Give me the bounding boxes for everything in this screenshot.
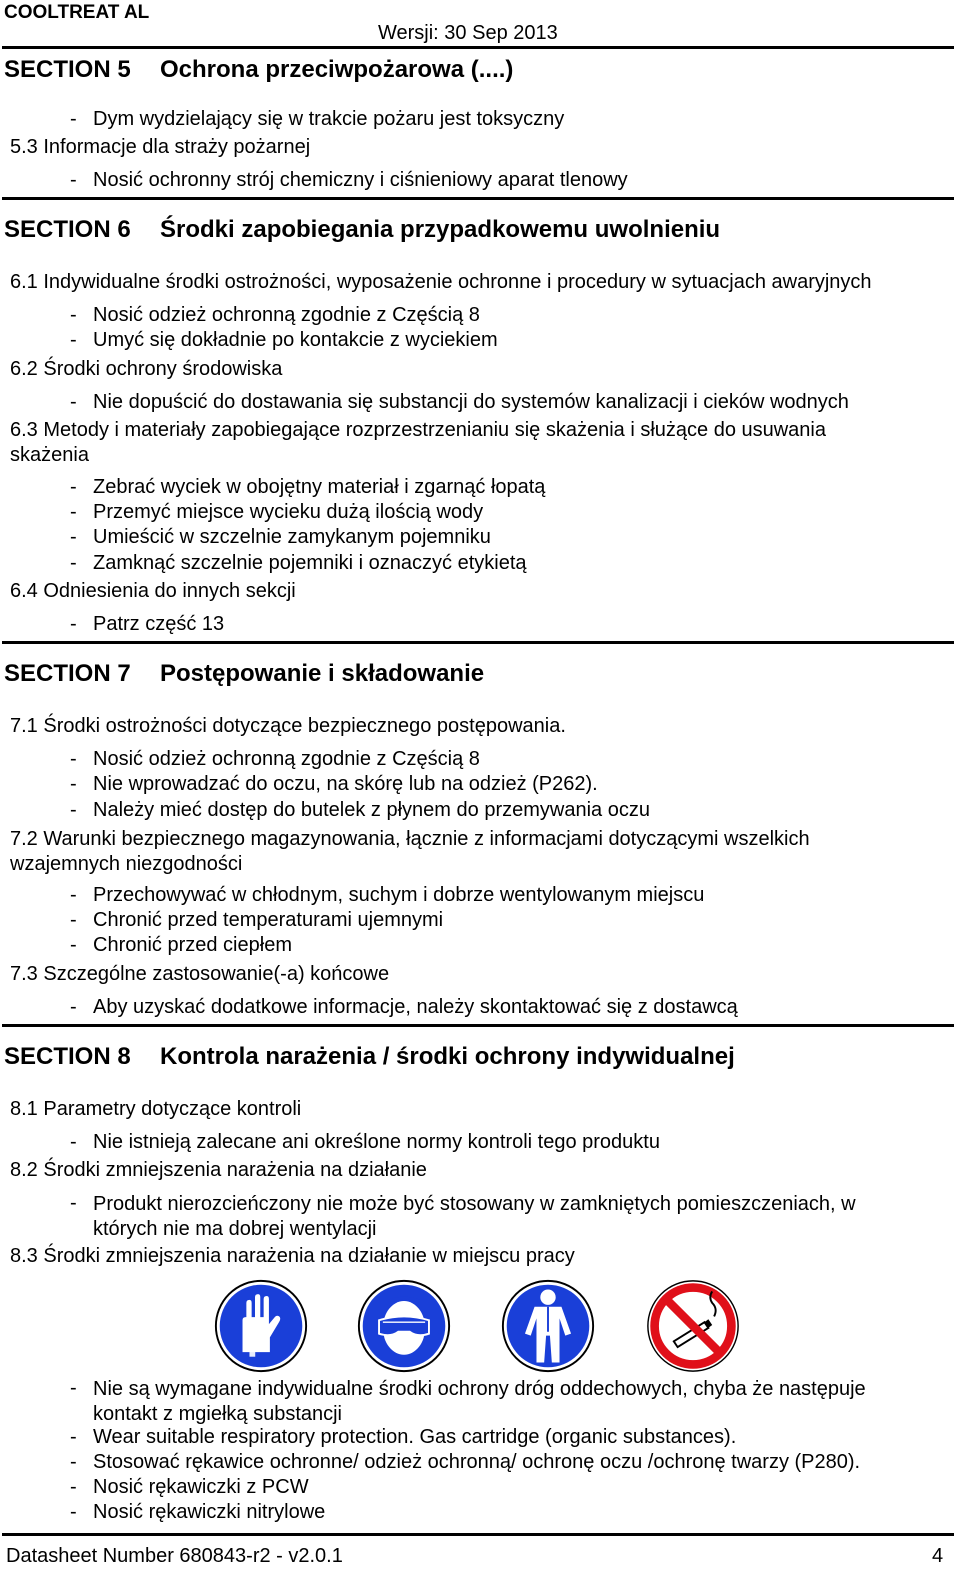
header-rule	[2, 46, 954, 49]
no-smoking-icon	[645, 1278, 741, 1374]
section-rule	[2, 641, 954, 644]
bullet-dash: -	[70, 748, 77, 770]
subsection-8-2: 8.2 Środki zmniejszenia narażenia na działanie	[10, 1159, 427, 1181]
section-rule	[2, 197, 954, 200]
section-7-number: SECTION 7	[4, 660, 131, 687]
list-item: Przemyć miejsce wycieku dużą ilością wody	[93, 501, 484, 523]
bullet-dash: -	[70, 391, 77, 413]
list-item: Zamknąć szczelnie pojemniki i oznaczyć etykietą	[93, 552, 527, 574]
subsection-7-1: 7.1 Środki ostrożności dotyczące bezpiecznego postępowania.	[10, 715, 566, 737]
datasheet-number: Datasheet Number 680843-r2 - v2.0.1	[6, 1545, 343, 1567]
list-item: Aby uzyskać dodatkowe informacje, należy skontaktować się z dostawcą	[93, 996, 738, 1018]
bullet-dash: -	[70, 934, 77, 956]
bullet-dash: -	[70, 909, 77, 931]
footer-rule	[2, 1533, 954, 1536]
bullet-dash: -	[70, 799, 77, 821]
bullet-dash: -	[70, 884, 77, 906]
subsection-7-2: 7.2 Warunki bezpiecznego magazynowania, łącznie z informacjami dotyczącymi wszelkich wzajemnych niezgodności	[10, 828, 810, 875]
protective-suit-icon	[500, 1278, 596, 1374]
list-item: Produkt nierozcieńczony nie może być stosowany w zamkniętych pomieszczeniach, w których nie ma dobrej wentylacji	[93, 1193, 856, 1240]
subsection-8-1: 8.1 Parametry dotyczące kontroli	[10, 1098, 302, 1120]
section-rule	[2, 1024, 954, 1027]
list-item: Umyć się dokładnie po kontakcie z wyciekiem	[93, 329, 498, 351]
bullet-dash: -	[70, 1426, 77, 1448]
list-item: Wear suitable respiratory protection. Gas cartridge (organic substances).	[93, 1426, 737, 1448]
list-item: Nie istnieją zalecane ani określone normy kontroli tego produktu	[93, 1131, 660, 1153]
subsection-6-3: 6.3 Metody i materiały zapobiegające rozprzestrzenianiu się skażenia i służące do usuwania skażenia	[10, 419, 826, 466]
subsection-6-4: 6.4 Odniesienia do innych sekcji	[10, 580, 296, 602]
subsection-7-3: 7.3 Szczególne zastosowanie(-a) końcowe	[10, 963, 390, 985]
list-item: Chronić przed temperaturami ujemnymi	[93, 909, 444, 931]
subsection-6-2: 6.2 Środki ochrony środowiska	[10, 358, 283, 380]
bullet-dash: -	[70, 552, 77, 574]
section-6-title: Środki zapobiegania przypadkowemu uwolnieniu	[160, 216, 721, 243]
version-date: Wersji: 30 Sep 2013	[378, 22, 558, 44]
list-item: Nosić odzież ochronną zgodnie z Częścią 8	[93, 304, 480, 326]
bullet-dash: -	[70, 108, 77, 130]
section-5-number: SECTION 5	[4, 56, 131, 83]
section-8-number: SECTION 8	[4, 1043, 131, 1070]
bullet-dash: -	[70, 304, 77, 326]
list-item: Przechowywać w chłodnym, suchym i dobrze wentylowanym miejscu	[93, 884, 705, 906]
subsection-6-1: 6.1 Indywidualne środki ostrożności, wyposażenie ochronne i procedury w sytuacjach awaryjnych	[10, 271, 872, 293]
list-item: Nosić rękawiczki z PCW	[93, 1476, 309, 1498]
page-number: 4	[932, 1545, 944, 1567]
gloves-icon	[213, 1278, 309, 1374]
list-item: Nie wprowadzać do oczu, na skórę lub na odzież (P262).	[93, 773, 598, 795]
bullet-dash: -	[70, 501, 77, 523]
list-item: Chronić przed ciepłem	[93, 934, 292, 956]
bullet-dash: -	[70, 613, 77, 635]
list-item: Umieścić w szczelnie zamykanym pojemniku	[93, 526, 491, 548]
list-item: Należy mieć dostęp do butelek z płynem do przemywania oczu	[93, 799, 650, 821]
bullet-dash: -	[70, 1377, 77, 1399]
company-name: COOLTREAT AL	[4, 2, 150, 23]
bullet-dash: -	[70, 1501, 77, 1523]
section-5-title: Ochrona przeciwpożarowa (....)	[160, 56, 514, 83]
list-item: Zebrać wyciek w obojętny materiał i zgarnąć łopatą	[93, 476, 546, 498]
bullet-dash: -	[70, 329, 77, 351]
bullet-dash: -	[70, 1192, 77, 1214]
section-7-title: Postępowanie i składowanie	[160, 660, 485, 687]
subsection-8-3: 8.3 Środki zmniejszenia narażenia na działanie w miejscu pracy	[10, 1245, 575, 1267]
bullet-dash: -	[70, 1476, 77, 1498]
bullet-dash: -	[70, 476, 77, 498]
bullet-dash: -	[70, 169, 77, 191]
section-8-title: Kontrola narażenia / środki ochrony indywidualnej	[160, 1043, 735, 1070]
list-item: Stosować rękawice ochronne/ odzież ochronną/ ochronę oczu /ochronę twarzy (P280).	[93, 1451, 861, 1473]
list-item: Dym wydzielający się w trakcie pożaru jest toksyczny	[93, 108, 565, 130]
list-item: Nosić odzież ochronną zgodnie z Częścią 8	[93, 748, 480, 770]
bullet-dash: -	[70, 1451, 77, 1473]
bullet-dash: -	[70, 773, 77, 795]
list-item: Nosić rękawiczki nitrylowe	[93, 1501, 326, 1523]
bullet-dash: -	[70, 526, 77, 548]
bullet-dash: -	[70, 996, 77, 1018]
list-item: Patrz część 13	[93, 613, 225, 635]
list-item: Nie dopuścić do dostawania się substancji do systemów kanalizacji i cieków wodnych	[93, 391, 849, 413]
subsection-5-3: 5.3 Informacje dla straży pożarnej	[10, 136, 311, 158]
section-6-number: SECTION 6	[4, 216, 131, 243]
goggles-icon	[356, 1278, 452, 1374]
bullet-dash: -	[70, 1131, 77, 1153]
list-item: Nosić ochronny strój chemiczny i ciśnieniowy aparat tlenowy	[93, 169, 628, 191]
list-item: Nie są wymagane indywidualne środki ochrony dróg oddechowych, chyba że następuje kontakt z mgiełką substancji	[93, 1378, 866, 1425]
